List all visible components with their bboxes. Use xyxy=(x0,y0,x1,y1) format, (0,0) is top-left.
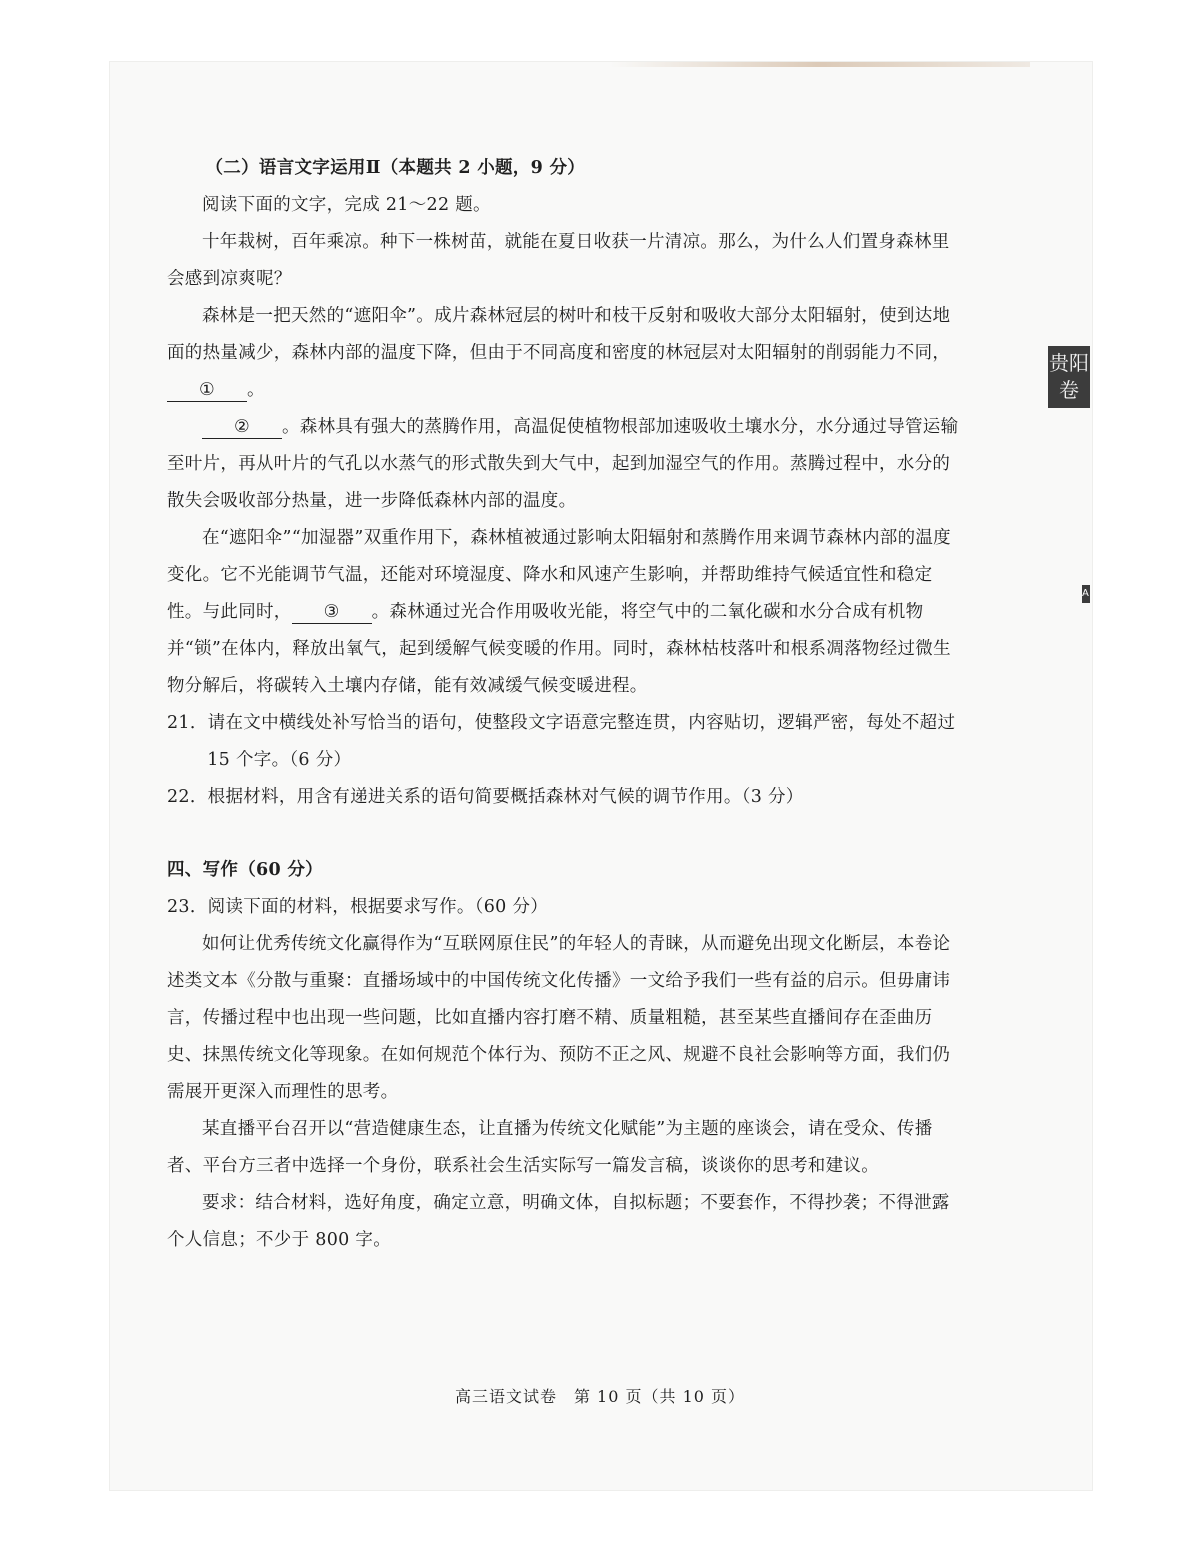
blank-3: ③ xyxy=(292,601,372,624)
section-gap xyxy=(167,816,967,852)
paragraph-4-text: 在“遮阳伞”“加湿器”双重作用下，森林植被通过影响太阳辐射和蒸腾作用来调节森林内部的温度变化。它不光能调节气温，还能对环境湿度、降水和风速产生影响，并帮助维持气候适宜性和稳定性。与此同时， xyxy=(167,528,951,622)
section-2-heading: （二）语言文字运用Ⅱ（本题共 2 小题，9 分） xyxy=(205,158,586,178)
paragraph-2-end: 。 xyxy=(247,380,265,400)
writing-material-paragraph-2: 某直播平台召开以“营造健康生态，让直播为传统文化赋能”为主题的座谈会，请在受众、传播者、平台方三者中选择一个身份，联系社会生活实际写一篇发言稿，谈谈你的思考和建议。 xyxy=(167,1119,933,1176)
region-tab xyxy=(1048,346,1090,408)
passage-paragraph-4 xyxy=(167,520,967,705)
region-tab-line1: 贵阳 xyxy=(1049,351,1089,375)
region-tab-line2: 卷 xyxy=(1059,378,1079,402)
question-23: 23．阅读下面的材料，根据要求写作。（60 分） xyxy=(167,897,549,917)
edge-mark: A xyxy=(1082,585,1090,603)
writing-requirements: 要求：结合材料，选好角度，确定立意，明确文体，自拟标题；不要套作，不得抄袭；不得泄露个人信息；不少于 800 字。 xyxy=(167,1193,950,1250)
question-21: 21．请在文中横线处补写恰当的语句，使整段文字语意完整连贯，内容贴切，逻辑严密，每处不超过 15 个字。（6 分） xyxy=(167,713,956,770)
paragraph-2-text: 森林是一把天然的“遮阳伞”。成片森林冠层的树叶和枝干反射和吸收大部分太阳辐射，使到达地面的热量减少，森林内部的温度下降，但由于不同高度和密度的林冠层对太阳辐射的削弱能力不同， xyxy=(167,306,951,363)
exam-content xyxy=(167,150,967,1259)
page-footer: 高三语文试卷 第 10 页（共 10 页） xyxy=(454,1387,746,1406)
passage-paragraph-2 xyxy=(167,298,967,409)
section-4-heading: 四、写作（60 分） xyxy=(167,860,323,880)
section-2-intro: 阅读下面的文字，完成 21～22 题。 xyxy=(202,195,491,215)
paragraph-4-end: 。森林通过光合作用吸收光能，将空气中的二氧化碳和水分合成有机物并“锁”在体内，释放出氧气，起到缓解气候变暖的作用。同时，森林枯枝落叶和根系凋落物经过微生物分解后，将碳转入土壤内存储，能有效减缓气候变暖进程。 xyxy=(167,602,951,696)
writing-material-paragraph-1: 如何让优秀传统文化赢得作为“互联网原住民”的年轻人的青睐，从而避免出现文化断层，本卷论述类文本《分散与重聚：直播场域中的中国传统文化传播》一文给予我们一些有益的启示。但毋庸讳言，传播过程中也出现一些问题，比如直播内容打磨不精、质量粗糙，甚至某些直播间存在歪曲历史、抹黑传统文化等现象。在如何规范个体行为、预防不正之风、规避不良社会影响等方面，我们仍需展开更深入而理性的思考。 xyxy=(167,934,951,1102)
blank-2: ② xyxy=(202,416,282,439)
passage-paragraph-3 xyxy=(167,409,967,520)
passage-paragraph-1: 十年栽树，百年乘凉。种下一株树苗，就能在夏日收获一片清凉。那么，为什么人们置身森林里会感到凉爽呢？ xyxy=(167,232,950,289)
question-22: 22．根据材料，用含有递进关系的语句简要概括森林对气候的调节作用。（3 分） xyxy=(167,787,804,807)
paragraph-3-text: 。森林具有强大的蒸腾作用，高温促使植物根部加速吸收土壤水分，水分通过导管运输至叶片，再从叶片的气孔以水蒸气的形式散失到大气中，起到加湿空气的作用。蒸腾过程中，水分的散失会吸收部分热量，进一步降低森林内部的温度。 xyxy=(167,417,959,511)
blank-1: ① xyxy=(167,379,247,402)
paper-stain xyxy=(610,62,1030,67)
